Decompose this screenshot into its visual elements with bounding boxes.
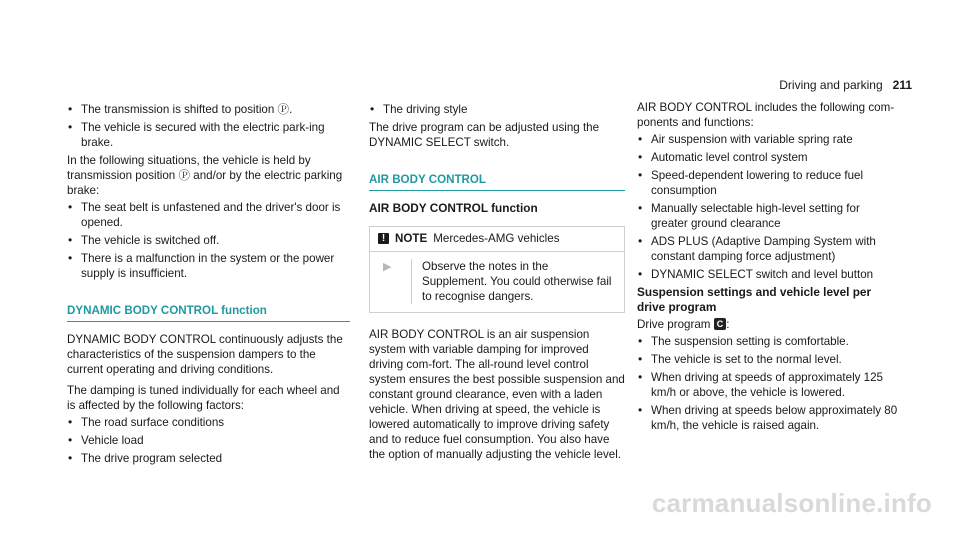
list-item: • The road surface conditions: [67, 415, 350, 430]
paragraph-dbc-factors: The damping is tuned individually for each wheel and is affected by the following factors:: [67, 384, 340, 412]
list-item: • The driving style: [369, 102, 625, 117]
note-box: [369, 226, 625, 313]
list-item: • The transmission is shifted to position Ⓟ.: [67, 102, 350, 117]
drive-program-c-icon: C: [714, 318, 727, 330]
paragraph-components-intro: AIR BODY CONTROL includes the following com-ponents and functions:: [637, 101, 895, 129]
note-header: [370, 227, 624, 252]
paragraph-drive-program: The drive program can be adjusted using the DYNAMIC SELECT switch.: [369, 121, 600, 149]
list-item: • Air suspension with variable spring rate: [637, 132, 899, 147]
list-item: • The drive program selected: [67, 451, 350, 466]
list-item: • The seat belt is unfastened and the driver's door is opened.: [67, 200, 350, 230]
list-item: • The vehicle is set to the normal level.: [637, 352, 899, 367]
watermark: carmanualsonline.info: [651, 488, 932, 518]
list-item: • Manually selectable high-level setting for greater ground clearance: [637, 201, 899, 231]
list-item: • DYNAMIC SELECT switch and level button: [637, 267, 899, 282]
page-number: 211: [892, 78, 912, 92]
section-heading-abc: AIR BODY CONTROL: [369, 172, 625, 191]
bullet-list-driving-style: [369, 102, 625, 117]
list-item: • The suspension setting is comfortable.: [637, 334, 899, 349]
subheading-suspension-settings: Suspension settings and vehicle level per drive program: [637, 285, 872, 314]
section-heading-dbc: DYNAMIC BODY CONTROL function: [67, 303, 350, 322]
column-left: [67, 100, 350, 469]
note-body: [370, 252, 624, 312]
page-header: [779, 78, 912, 92]
column-middle: [369, 100, 625, 462]
list-item: • There is a malfunction in the system or the power supply is insufficient.: [67, 251, 350, 281]
arrow-right-icon: ▶: [383, 261, 392, 273]
paragraph-held: In the following situations, the vehicle is held by transmission position Ⓟ and/or by the electric parking brake:: [67, 154, 343, 197]
note-label: NOTE: [395, 232, 428, 245]
bullet-list-settings: [637, 334, 899, 433]
list-item: • When driving at speeds of approximately 125 km/h or above, the vehicle is lowered.: [637, 370, 899, 400]
list-item: • ADS PLUS (Adaptive Damping System with constant damping force adjustment): [637, 234, 899, 264]
list-item: • Vehicle load: [67, 433, 350, 448]
drive-program-suffix: :: [726, 318, 730, 331]
bullet-list-transmission: [67, 102, 350, 150]
bullet-list-factors: [67, 415, 350, 466]
list-item: • Speed-dependent lowering to reduce fuel consumption: [637, 168, 899, 198]
list-item: • Automatic level control system: [637, 150, 899, 165]
warning-icon: !: [378, 233, 389, 244]
list-item: • When driving at speeds below approximately 80 km/h, the vehicle is raised again.: [637, 403, 899, 433]
note-subject: Mercedes-AMG vehicles: [433, 232, 560, 245]
bullet-list-components: [637, 132, 899, 282]
paragraph-dbc-intro: DYNAMIC BODY CONTROL continuously adjusts the characteristics of the suspension dampers to the current operating and driving conditions.: [67, 333, 343, 376]
bullet-list-situations: [67, 200, 350, 281]
column-right: [637, 100, 899, 436]
section-title: Driving and parking: [779, 78, 883, 92]
subheading-abc-function: AIR BODY CONTROL function: [369, 201, 538, 215]
drive-program-line: [637, 317, 899, 332]
paragraph-abc-description: AIR BODY CONTROL is an air suspension system with variable damping for improved driving com-fort. The all-round level control system ensures the best possible suspension and constant ground clearance, even with a laden vehicle. When driving at speed, the vehicle is lowered automatically to improve driving safety and to reduce fuel consumption. You also have the option of manually adjusting the vehicle level.: [369, 328, 625, 461]
drive-program-label: Drive program: [637, 318, 711, 331]
list-item: • The vehicle is secured with the electric park-ing brake.: [67, 120, 350, 150]
list-item: • The vehicle is switched off.: [67, 233, 350, 248]
note-text: Observe the notes in the Supplement. You could otherwise fail to recognise dangers.: [411, 259, 616, 304]
